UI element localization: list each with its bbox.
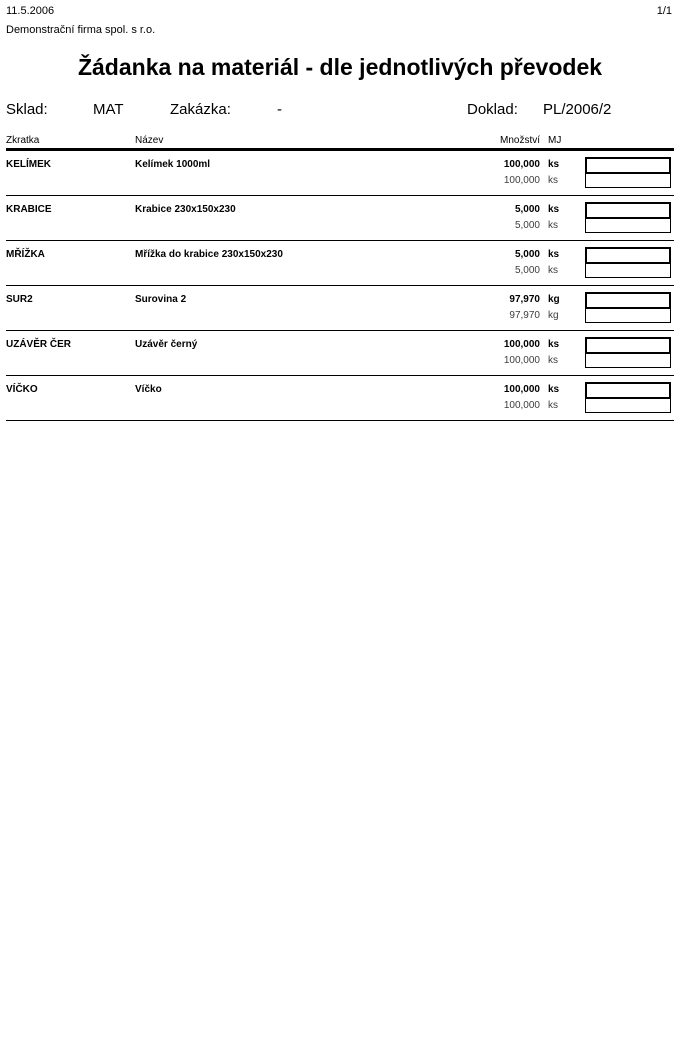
report-topbar <box>6 5 672 17</box>
item-quantity-requested: 100,000 <box>503 384 540 395</box>
item-name: Uzávěr černý <box>135 339 198 350</box>
sklad-value: MAT <box>93 101 124 118</box>
fill-in-box-bottom <box>585 264 671 278</box>
item-unit-requested: ks <box>548 204 560 215</box>
item-unit-requested: ks <box>548 384 560 395</box>
item-unit-secondary: ks <box>548 220 558 231</box>
item-code: SUR2 <box>6 294 33 305</box>
item-name: Víčko <box>135 384 162 395</box>
report-date: 11.5.2006 <box>6 5 55 17</box>
item-unit-secondary: ks <box>548 175 558 186</box>
fill-in-box-top <box>585 337 671 354</box>
fill-in-boxes <box>585 157 671 188</box>
table-row <box>6 331 674 376</box>
column-header-mnozstvi: Množství <box>499 135 540 146</box>
item-code: MŘÍŽKA <box>6 249 45 260</box>
item-unit-requested: ks <box>548 339 560 350</box>
item-code: KRABICE <box>6 204 52 215</box>
table-row <box>6 151 674 196</box>
info-row <box>0 101 680 123</box>
fill-in-box-bottom <box>585 219 671 233</box>
item-quantity-secondary: 100,000 <box>503 175 540 186</box>
item-quantity-secondary: 5,000 <box>514 265 540 276</box>
item-code: VÍČKO <box>6 384 38 395</box>
item-unit-secondary: ks <box>548 355 558 366</box>
column-header-mj: MJ <box>548 135 562 146</box>
table-row <box>6 196 674 241</box>
fill-in-boxes <box>585 382 671 413</box>
item-unit-secondary: ks <box>548 400 558 411</box>
doklad-label: Doklad: <box>467 101 518 118</box>
item-quantity-requested: 100,000 <box>503 159 540 170</box>
item-unit-requested: ks <box>548 159 560 170</box>
fill-in-box-bottom <box>585 174 671 188</box>
table-row <box>6 376 674 421</box>
company-name: Demonstrační firma spol. s r.o. <box>6 24 156 36</box>
item-name: Kelímek 1000ml <box>135 159 211 170</box>
item-quantity-secondary: 5,000 <box>514 220 540 231</box>
fill-in-box-top <box>585 202 671 219</box>
item-unit-secondary: ks <box>548 265 558 276</box>
fill-in-boxes <box>585 247 671 278</box>
item-code: UZÁVĚR ČER <box>6 339 72 350</box>
zakazka-label: Zakázka: <box>170 101 231 118</box>
zakazka-value: - <box>277 101 282 118</box>
report-title: Žádanka na materiál - dle jednotlivých převodek <box>77 54 603 80</box>
fill-in-box-top <box>585 157 671 174</box>
page-number: 1/1 <box>656 5 672 17</box>
item-quantity-requested: 5,000 <box>514 249 540 260</box>
fill-in-box-top <box>585 247 671 264</box>
table-row <box>6 241 674 286</box>
item-code: KELÍMEK <box>6 159 51 170</box>
column-header-nazev: Název <box>135 135 164 146</box>
item-quantity-secondary: 100,000 <box>503 355 540 366</box>
sklad-label: Sklad: <box>6 101 48 118</box>
table-column-headers <box>0 135 680 148</box>
item-quantity-requested: 5,000 <box>514 204 540 215</box>
fill-in-boxes <box>585 202 671 233</box>
item-name: Surovina 2 <box>135 294 187 305</box>
item-name: Mřížka do krabice 230x150x230 <box>135 249 283 260</box>
doklad-value: PL/2006/2 <box>543 101 612 118</box>
fill-in-box-bottom <box>585 354 671 368</box>
column-header-zkratka: Zkratka <box>6 135 40 146</box>
fill-in-boxes <box>585 337 671 368</box>
fill-in-box-top <box>585 292 671 309</box>
fill-in-box-bottom <box>585 309 671 323</box>
item-quantity-secondary: 100,000 <box>503 400 540 411</box>
item-quantity-requested: 97,970 <box>509 294 540 305</box>
table-row <box>6 286 674 331</box>
table-body <box>6 151 674 421</box>
item-quantity-secondary: 97,970 <box>509 310 540 321</box>
item-name: Krabice 230x150x230 <box>135 204 236 215</box>
fill-in-box-top <box>585 382 671 399</box>
fill-in-box-bottom <box>585 399 671 413</box>
fill-in-boxes <box>585 292 671 323</box>
item-unit-requested: kg <box>548 294 560 305</box>
item-quantity-requested: 100,000 <box>503 339 540 350</box>
item-unit-requested: ks <box>548 249 560 260</box>
item-unit-secondary: kg <box>548 310 559 321</box>
